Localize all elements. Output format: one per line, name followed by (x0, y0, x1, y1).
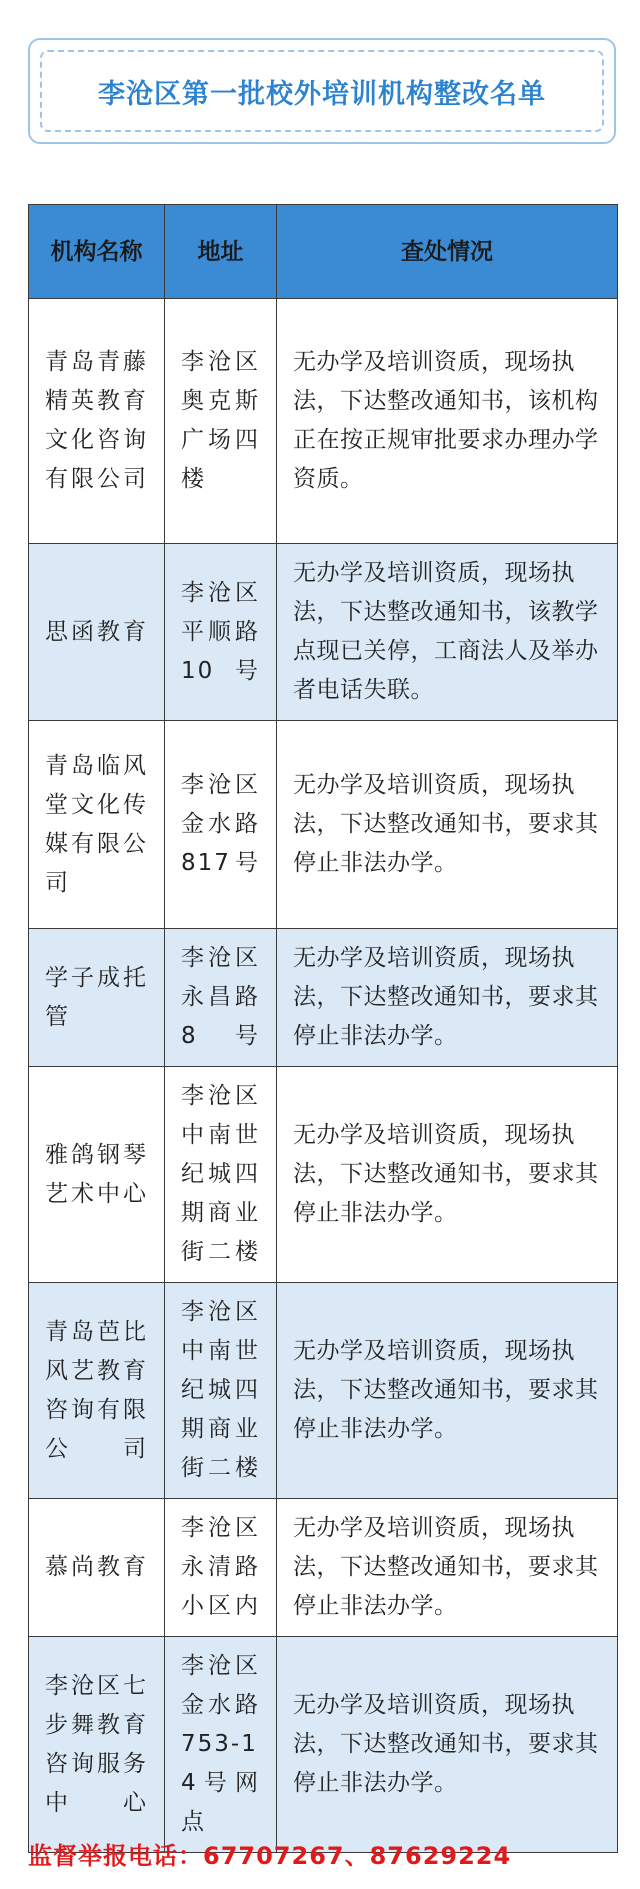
header-institution-name: 机构名称 (29, 205, 165, 299)
rectification-table (28, 204, 618, 1853)
status: 无办学及培训资质，现场执法，下达整改通知书，该机构正在按正规审批要求办理办学资质。 (277, 299, 618, 544)
address: 李沧区中南世纪城四期商业街二楼 (165, 1067, 277, 1283)
table-row (29, 1499, 618, 1637)
header-address: 地址 (165, 205, 277, 299)
status: 无办学及培训资质，现场执法，下达整改通知书，要求其停止非法办学。 (277, 1067, 618, 1283)
address: 李沧区金水路753-14号网点 (165, 1637, 277, 1853)
header-status: 查处情况 (277, 205, 618, 299)
page-title: 李沧区第一批校外培训机构整改名单 (98, 78, 546, 110)
table-row (29, 721, 618, 929)
address: 李沧区永昌路8号 (165, 929, 277, 1067)
institution-name: 李沧区七步舞教育咨询服务中心 (29, 1637, 165, 1853)
table-row (29, 1067, 618, 1283)
address: 李沧区金水路817号 (165, 721, 277, 929)
status: 无办学及培训资质，现场执法，下达整改通知书，要求其停止非法办学。 (277, 1283, 618, 1499)
address: 李沧区平顺路10号 (165, 544, 277, 721)
title-frame (40, 50, 604, 132)
table-row (29, 299, 618, 544)
institution-name: 学子成托管 (29, 929, 165, 1067)
institution-name: 雅鸽钢琴艺术中心 (29, 1067, 165, 1283)
status: 无办学及培训资质，现场执法，下达整改通知书，要求其停止非法办学。 (277, 721, 618, 929)
status: 无办学及培训资质，现场执法，下达整改通知书，要求其停止非法办学。 (277, 1499, 618, 1637)
status: 无办学及培训资质，现场执法，下达整改通知书，要求其停止非法办学。 (277, 929, 618, 1067)
institution-name: 青岛青藤精英教育文化咨询有限公司 (29, 299, 165, 544)
address: 李沧区中南世纪城四期商业街二楼 (165, 1283, 277, 1499)
table-row (29, 1283, 618, 1499)
address: 李沧区奥克斯广场四楼 (165, 299, 277, 544)
report-hotline: 监督举报电话：67707267、87629224 (28, 1842, 512, 1870)
institution-name: 慕尚教育 (29, 1499, 165, 1637)
table-header-row (29, 205, 618, 299)
table-row (29, 544, 618, 721)
status: 无办学及培训资质，现场执法，下达整改通知书，要求其停止非法办学。 (277, 1637, 618, 1853)
table-row (29, 1637, 618, 1853)
institution-name: 青岛芭比风艺教育咨询有限公司 (29, 1283, 165, 1499)
title-box (28, 38, 616, 144)
institution-name: 思函教育 (29, 544, 165, 721)
address: 李沧区永清路小区内 (165, 1499, 277, 1637)
institution-name: 青岛临风堂文化传媒有限公司 (29, 721, 165, 929)
table-row (29, 929, 618, 1067)
status: 无办学及培训资质，现场执法，下达整改通知书，该教学点现已关停，工商法人及举办者电话失联。 (277, 544, 618, 721)
